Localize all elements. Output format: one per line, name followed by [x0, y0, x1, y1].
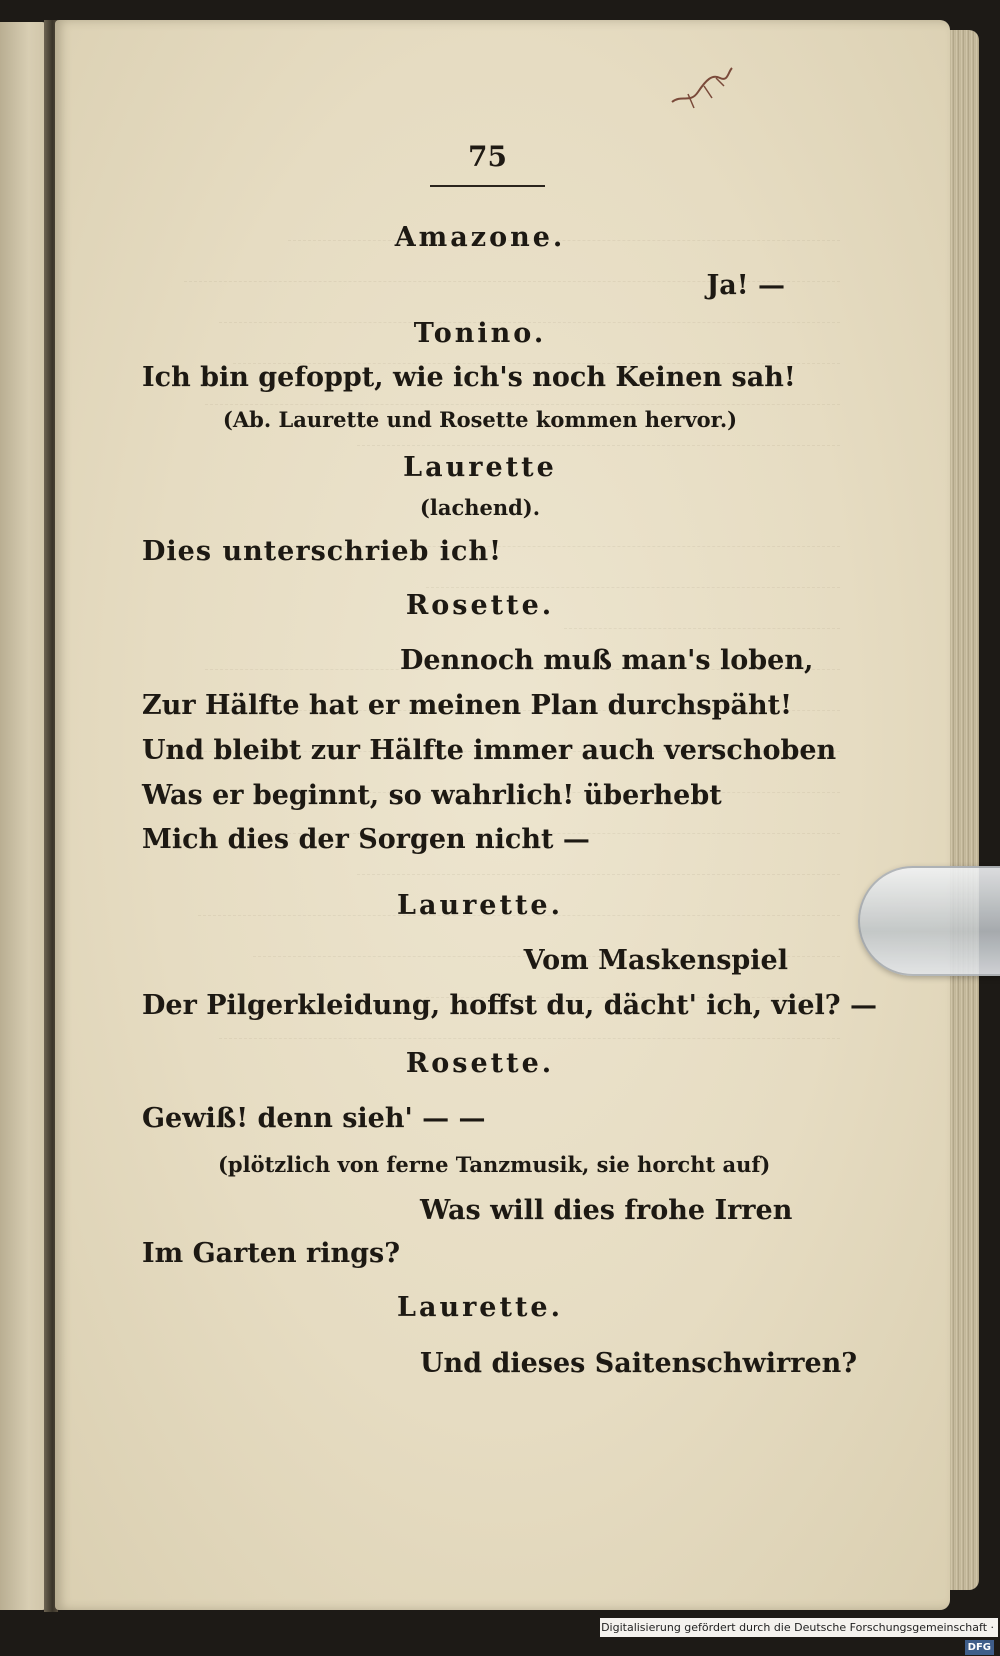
page-number-rule: [430, 185, 545, 187]
page-holder-clip: [858, 866, 1000, 976]
verse-line: Und bleibt zur Hälfte immer auch verschoben: [142, 735, 837, 766]
page-number: 75: [468, 140, 507, 173]
facing-page-edge: [0, 22, 48, 1610]
verse-line: Ich bin gefoppt, wie ich's noch Keinen sah!: [142, 362, 796, 393]
speaker-rosette: Rosette.: [405, 590, 555, 621]
verse-line: Im Garten rings?: [142, 1238, 401, 1269]
verse-line: Was er beginnt, so wahrlich! überhebt: [142, 780, 722, 811]
verse-line: Dies unterschrieb ich!: [142, 536, 502, 567]
verse-line: Ja! —: [706, 270, 785, 301]
verse-line: Zur Hälfte hat er meinen Plan durchspäht!: [142, 690, 792, 721]
dfg-logo: DFG: [965, 1640, 994, 1655]
stage-direction: (Ab. Laurette und Rosette kommen hervor.): [222, 407, 738, 432]
speaker-laurette: Laurette.: [396, 1292, 564, 1323]
speaker-laurette: Laurette.: [396, 890, 564, 921]
verse-line: Der Pilgerkleidung, hoffst du, dächt' ich, viel? —: [142, 990, 878, 1021]
verse-line: Was will dies frohe Irren: [420, 1195, 793, 1226]
verse-line: Gewiß! denn sieh' — —: [142, 1103, 486, 1134]
verse-line: Vom Maskenspiel: [523, 945, 788, 976]
speaker-amazone: Amazone.: [394, 222, 566, 253]
verse-line: Dennoch muß man's loben,: [400, 645, 814, 676]
digitization-credit: [600, 1618, 998, 1653]
speaker-tonino: Tonino.: [413, 318, 547, 349]
speaker-laurette: Laurette: [403, 452, 557, 483]
ink-scratch-mark: [668, 64, 738, 114]
verse-line: Und dieses Saitenschwirren?: [420, 1348, 858, 1379]
stage-direction: (plötzlich von ferne Tanzmusik, sie horcht auf): [218, 1152, 771, 1177]
verse-line: Mich dies der Sorgen nicht —: [142, 824, 590, 855]
stage-direction: (lachend).: [419, 495, 541, 520]
speaker-rosette: Rosette.: [405, 1048, 555, 1079]
credit-text: Digitalisierung gefördert durch die Deutsche Forschungsgemeinschaft ·: [601, 1621, 994, 1634]
